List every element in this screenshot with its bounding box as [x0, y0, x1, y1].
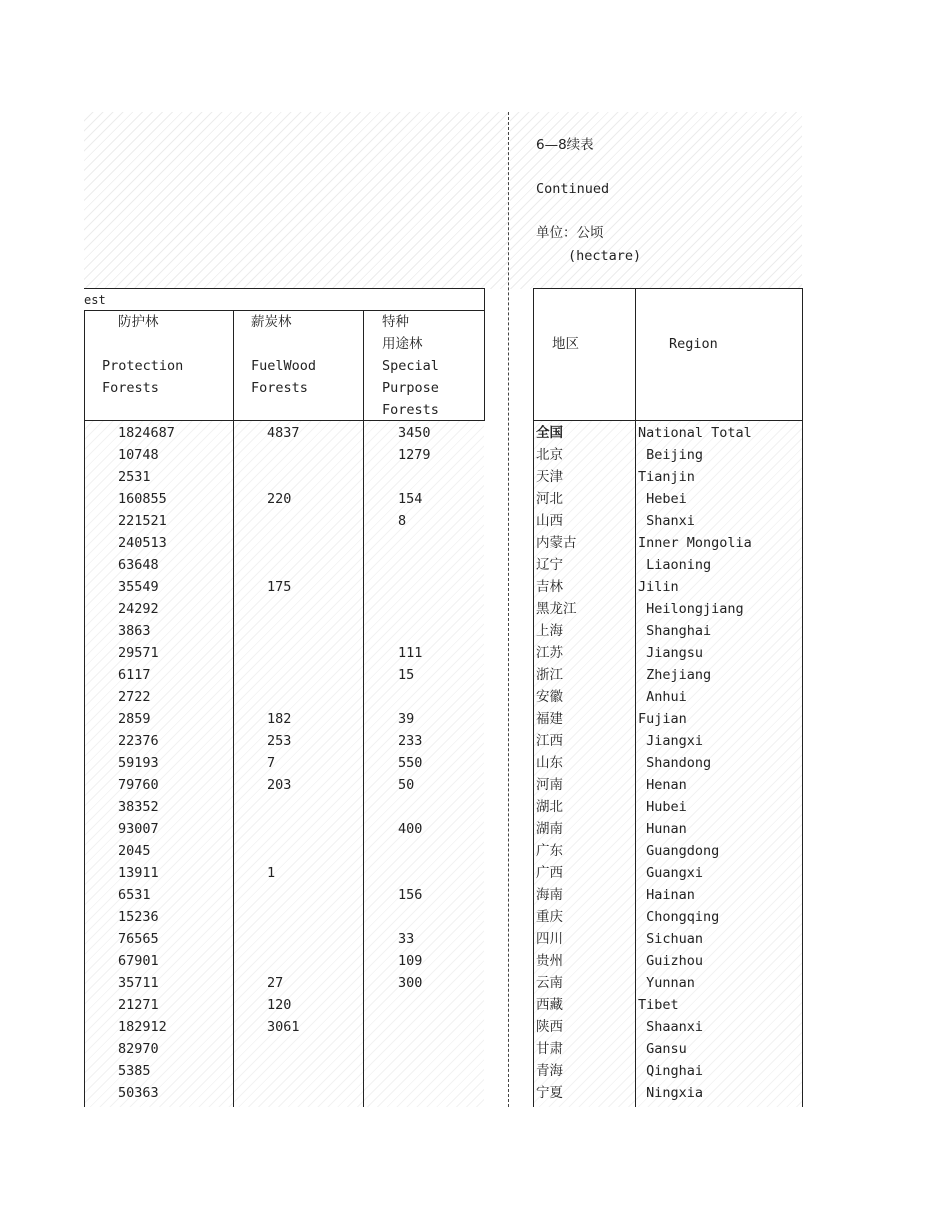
region-cn-cell: 吉林	[536, 579, 563, 595]
header-protection-cn: 防护林	[118, 314, 159, 330]
region-cn-cell: 湖南	[536, 821, 563, 837]
table-row	[0, 532, 950, 554]
special-purpose-forests-cell: 233	[398, 733, 423, 749]
table-row	[0, 774, 950, 796]
table-row	[0, 840, 950, 862]
table-row	[0, 994, 950, 1016]
protection-forests-cell: 82970	[118, 1041, 159, 1057]
protection-forests-cell: 3863	[118, 623, 151, 639]
table-row	[0, 664, 950, 686]
region-cn-cell: 山西	[536, 513, 563, 529]
region-en-cell: Tibet	[638, 997, 679, 1013]
region-en-cell: Guizhou	[638, 953, 704, 969]
protection-forests-cell: 13911	[118, 865, 159, 881]
fuelwood-forests-cell: 3061	[267, 1019, 300, 1035]
table-row	[0, 950, 950, 972]
continued-label: Continued	[536, 181, 610, 197]
fuelwood-forests-cell: 182	[267, 711, 292, 727]
header-region-en: Region	[669, 336, 718, 352]
region-en-cell: Shanghai	[638, 623, 712, 639]
protection-forests-cell: 21271	[118, 997, 159, 1013]
table-row	[0, 466, 950, 488]
special-purpose-forests-cell: 400	[398, 821, 423, 837]
protection-forests-cell: 221521	[118, 513, 167, 529]
protection-forests-cell: 2531	[118, 469, 151, 485]
protection-forests-cell: 160855	[118, 491, 167, 507]
protection-forests-cell: 79760	[118, 777, 159, 793]
protection-forests-cell: 2722	[118, 689, 151, 705]
region-en-cell: Inner Mongolia	[638, 535, 752, 551]
protection-forests-cell: 22376	[118, 733, 159, 749]
header-special-en-1: Special	[382, 358, 439, 374]
region-en-cell: Jiangsu	[638, 645, 704, 661]
region-cn-cell: 西藏	[536, 997, 563, 1013]
region-cn-cell: 辽宁	[536, 557, 563, 573]
left-table-top-border	[84, 288, 484, 289]
fuelwood-forests-cell: 1	[267, 865, 276, 881]
header-fuelwood-en-2: Forests	[251, 380, 308, 396]
table-row	[0, 598, 950, 620]
region-en-cell: Hainan	[638, 887, 695, 903]
region-cn-cell: 湖北	[536, 799, 563, 815]
protection-forests-cell: 29571	[118, 645, 159, 661]
protection-forests-cell: 5385	[118, 1063, 151, 1079]
table-row	[0, 422, 950, 444]
region-cn-cell: 青海	[536, 1063, 563, 1079]
protection-forests-cell: 35711	[118, 975, 159, 991]
protection-forests-cell: 76565	[118, 931, 159, 947]
region-en-cell: Hebei	[638, 491, 687, 507]
special-purpose-forests-cell: 109	[398, 953, 423, 969]
special-purpose-forests-cell: 50	[398, 777, 415, 793]
protection-forests-cell: 93007	[118, 821, 159, 837]
region-cn-cell: 河北	[536, 491, 563, 507]
region-cn-cell: 江西	[536, 733, 563, 749]
table-row	[0, 708, 950, 730]
region-cn-cell: 甘肃	[536, 1041, 563, 1057]
region-en-cell: Guangdong	[638, 843, 720, 859]
protection-forests-cell: 2045	[118, 843, 151, 859]
region-cn-cell: 贵州	[536, 953, 563, 969]
table-row	[0, 444, 950, 466]
fuelwood-forests-cell: 175	[267, 579, 292, 595]
region-en-cell: Fujian	[638, 711, 687, 727]
region-en-cell: Shaanxi	[638, 1019, 704, 1035]
left-table-header-divider	[84, 420, 484, 421]
protection-forests-cell: 6531	[118, 887, 151, 903]
region-en-cell: Gansu	[638, 1041, 687, 1057]
region-en-cell: Jiangxi	[638, 733, 704, 749]
table-row	[0, 884, 950, 906]
region-en-cell: Sichuan	[638, 931, 704, 947]
fuelwood-forests-cell: 27	[267, 975, 284, 991]
special-purpose-forests-cell: 33	[398, 931, 415, 947]
protection-forests-cell: 24292	[118, 601, 159, 617]
unit-en: (hectare)	[568, 248, 642, 264]
region-en-cell: Hunan	[638, 821, 687, 837]
left-table-group-divider	[84, 310, 484, 311]
table-row	[0, 554, 950, 576]
protection-forests-cell: 35549	[118, 579, 159, 595]
protection-forests-cell: 2859	[118, 711, 151, 727]
region-cn-cell: 江苏	[536, 645, 563, 661]
special-purpose-forests-cell: 111	[398, 645, 423, 661]
protection-forests-cell: 67901	[118, 953, 159, 969]
special-purpose-forests-cell: 1279	[398, 447, 431, 463]
fuelwood-forests-cell: 120	[267, 997, 292, 1013]
fuelwood-forests-cell: 203	[267, 777, 292, 793]
region-en-cell: Tianjin	[638, 469, 695, 485]
fuelwood-forests-cell: 4837	[267, 425, 300, 441]
protection-forests-cell: 15236	[118, 909, 159, 925]
region-en-cell: Shanxi	[638, 513, 695, 529]
region-en-cell: Liaoning	[638, 557, 712, 573]
region-cn-cell: 云南	[536, 975, 563, 991]
protection-forests-cell: 50363	[118, 1085, 159, 1101]
protection-forests-cell: 1824687	[118, 425, 175, 441]
region-en-cell: Heilongjiang	[638, 601, 744, 617]
region-en-cell: Guangxi	[638, 865, 704, 881]
region-en-cell: Jilin	[638, 579, 679, 595]
region-en-cell: Ningxia	[638, 1085, 704, 1101]
protection-forests-cell: 10748	[118, 447, 159, 463]
region-cn-cell: 重庆	[536, 909, 563, 925]
special-purpose-forests-cell: 154	[398, 491, 423, 507]
fuelwood-forests-cell: 7	[267, 755, 276, 771]
header-region-cn: 地区	[552, 336, 579, 352]
right-table-top-border	[533, 288, 803, 289]
special-purpose-forests-cell: 550	[398, 755, 423, 771]
table-row	[0, 488, 950, 510]
region-cn-cell: 北京	[536, 447, 563, 463]
region-en-cell: Beijing	[638, 447, 704, 463]
table-row	[0, 752, 950, 774]
region-cn-cell: 广东	[536, 843, 563, 859]
region-cn-cell: 天津	[536, 469, 563, 485]
protection-forests-cell: 38352	[118, 799, 159, 815]
region-cn-cell: 广西	[536, 865, 563, 881]
unit-cn: 单位：公顷	[536, 225, 604, 241]
header-fuelwood-en-1: FuelWood	[251, 358, 317, 374]
region-cn-cell: 上海	[536, 623, 563, 639]
region-en-cell: Henan	[638, 777, 687, 793]
protection-forests-cell: 240513	[118, 535, 167, 551]
header-special-en-3: Forests	[382, 402, 439, 418]
table-row	[0, 642, 950, 664]
table-row	[0, 576, 950, 598]
region-cn-cell: 安徽	[536, 689, 563, 705]
table-row	[0, 1060, 950, 1082]
protection-forests-cell: 63648	[118, 557, 159, 573]
header-protection-en-1: Protection	[102, 358, 184, 374]
region-cn-cell: 山东	[536, 755, 563, 771]
region-cn-cell: 宁夏	[536, 1085, 563, 1101]
table-row	[0, 862, 950, 884]
group-header-fragment: est	[84, 293, 106, 307]
header-fuelwood-cn: 薪炭林	[251, 314, 292, 330]
region-en-cell: Anhui	[638, 689, 687, 705]
region-en-cell: Zhejiang	[638, 667, 712, 683]
fuelwood-forests-cell: 253	[267, 733, 292, 749]
region-cn-cell: 河南	[536, 777, 563, 793]
table-row	[0, 1016, 950, 1038]
table-row	[0, 620, 950, 642]
fuelwood-forests-cell: 220	[267, 491, 292, 507]
region-cn-cell: 四川	[536, 931, 563, 947]
special-purpose-forests-cell: 8	[398, 513, 407, 529]
region-en-cell: Qinghai	[638, 1063, 704, 1079]
protection-forests-cell: 182912	[118, 1019, 167, 1035]
table-row	[0, 1082, 950, 1104]
table-row	[0, 730, 950, 752]
header-special-cn-2: 用途林	[382, 336, 423, 352]
region-en-cell: National Total	[638, 425, 752, 441]
protection-forests-cell: 59193	[118, 755, 159, 771]
table-row	[0, 928, 950, 950]
region-en-cell: Chongqing	[638, 909, 720, 925]
region-cn-cell: 海南	[536, 887, 563, 903]
region-cn-cell: 全国	[536, 425, 563, 441]
special-purpose-forests-cell: 15	[398, 667, 415, 683]
header-special-en-2: Purpose	[382, 380, 439, 396]
protection-forests-cell: 6117	[118, 667, 151, 683]
special-purpose-forests-cell: 3450	[398, 425, 431, 441]
special-purpose-forests-cell: 156	[398, 887, 423, 903]
left-hatch-background	[84, 112, 508, 289]
table-row	[0, 510, 950, 532]
region-en-cell: Yunnan	[638, 975, 695, 991]
left-table-right-border	[484, 288, 485, 421]
table-number: 6—8续表	[536, 137, 594, 153]
header-protection-en-2: Forests	[102, 380, 159, 396]
region-en-cell: Shandong	[638, 755, 712, 771]
special-purpose-forests-cell: 39	[398, 711, 415, 727]
table-row	[0, 906, 950, 928]
right-table-header-divider	[533, 420, 803, 421]
special-purpose-forests-cell: 300	[398, 975, 423, 991]
table-row	[0, 796, 950, 818]
header-special-cn-1: 特种	[382, 314, 409, 330]
table-row	[0, 686, 950, 708]
table-row	[0, 972, 950, 994]
region-cn-cell: 陕西	[536, 1019, 563, 1035]
region-en-cell: Hubei	[638, 799, 687, 815]
region-cn-cell: 内蒙古	[536, 535, 577, 551]
region-cn-cell: 黑龙江	[536, 601, 577, 617]
region-cn-cell: 浙江	[536, 667, 563, 683]
table-row	[0, 1038, 950, 1060]
table-row	[0, 818, 950, 840]
region-cn-cell: 福建	[536, 711, 563, 727]
